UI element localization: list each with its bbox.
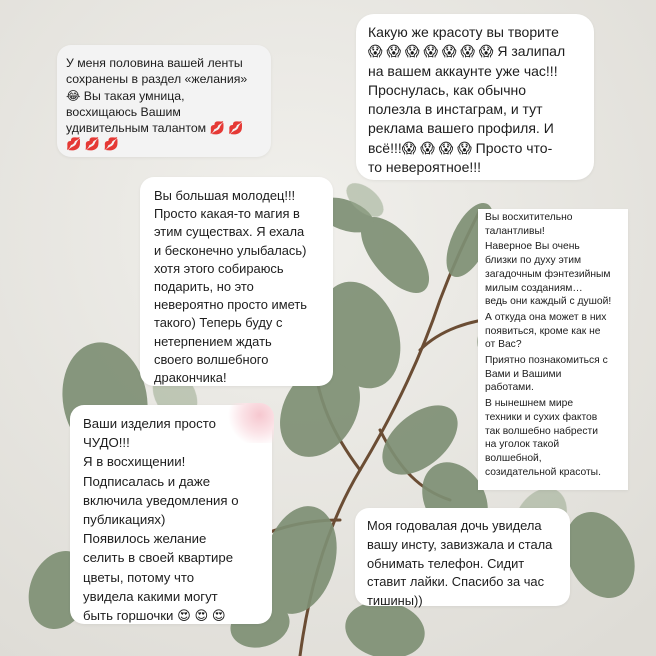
comment-5-line-6: публикациях) [83, 512, 166, 528]
comment-1-line-3: 😂 Вы такая умница, [66, 88, 185, 103]
comment-5-line-2: ЧУДО!!! [83, 435, 130, 451]
comment-1-line-4: восхищаюсь Вашим [66, 104, 181, 119]
comment-3-line-2: Просто какая-то магия в [154, 206, 300, 222]
comment-1-line-2: сохранены в раздел «желания» [66, 72, 248, 87]
comment-3-line-4: и бесконечно улыбалась) [154, 242, 307, 258]
comment-2-line-7: всё!!!😱 😱 😱 😱 Просто что- [368, 139, 553, 156]
comment-5-line-8: селить в своей квартире [83, 550, 234, 566]
comment-4-p5-line-1: В нынешнем мире [485, 398, 574, 410]
comment-4-p3-line-3: от Вас? [485, 339, 522, 351]
comment-4-p2-line-2: близки по духу этим [485, 255, 582, 267]
comment-3-line-3: этим существах. Я ехала [154, 224, 305, 240]
comment-5-line-4: Подписалась и даже [83, 473, 211, 489]
pink-corner-decoration [226, 403, 274, 443]
comment-2-line-2: 😱 😱 😱 😱 😱 😱 😱 Я залипал [368, 43, 566, 60]
comment-4-p2-line-1: Наверное Вы очень [485, 241, 580, 253]
comment-bubble-1 [57, 45, 271, 157]
comment-3-line-10: своего волшебного [154, 351, 269, 367]
comment-1-line-5: удивительным талантом 💋 💋 [66, 121, 244, 136]
comment-4-p5-line-6: созидательной красоты. [485, 466, 601, 478]
comment-6-line-4: ставит лайки. Спасибо за час [367, 574, 545, 590]
comment-3-line-5: хотя этого собираюсь [154, 260, 284, 276]
comment-2-line-5: полезла в инстаграм, и тут [368, 101, 543, 118]
comment-2-line-8: то невероятное!!! [368, 159, 482, 176]
comment-1-line-6: 💋 💋 💋 [66, 137, 119, 152]
comment-4-p1-line-1: Вы восхитительно [485, 212, 573, 223]
comment-5-line-11: быть горшочки 😍 😍 😍 [83, 608, 226, 624]
comment-6-line-2: вашу инсту, завизжала и стала [367, 536, 553, 552]
comment-4-p5-line-5: волшебной, [485, 452, 542, 464]
comment-4-p1-line-2: талантливы! [485, 225, 545, 237]
comment-3-line-9: нетерпением ждать [154, 333, 272, 349]
comment-bubble-5 [70, 405, 272, 624]
comment-4-p5-line-2: техники и сухих фактов [485, 411, 598, 423]
comment-6-line-1: Моя годовалая дочь увидела [367, 518, 542, 533]
comment-bubble-2 [356, 14, 594, 180]
comment-4-p2-line-4: милым созданиям… [485, 282, 583, 294]
comment-2-line-1: Какую же красоту вы творите [368, 24, 559, 40]
comment-5-line-3: Я в восхищении! [83, 454, 186, 470]
comment-5-line-7: Появилось желание [83, 531, 207, 547]
comment-3-line-1: Вы большая молодец!!! [154, 188, 296, 203]
comment-3-line-6: подарить, но это [154, 279, 254, 295]
comment-2-line-6: реклама вашего профиля. И [368, 120, 554, 137]
comment-4-p3-line-1: А откуда она может в них [485, 311, 607, 323]
comment-1-line-1: У меня половина вашей ленты [66, 56, 243, 70]
comment-4-p5-line-3: так волшебно набрести [485, 425, 598, 437]
comment-2-line-3: на вашем аккаунте уже час!!! [368, 62, 558, 79]
comment-4-p4-line-1: Приятно познакомиться с [485, 355, 608, 367]
comment-5-line-10: увидела какими могут [83, 588, 218, 604]
comment-4-p2-line-3: загадочным фэнтезийным [485, 268, 611, 280]
comment-5-line-9: цветы, потому что [83, 569, 195, 585]
comment-3-line-7: невероятно просто иметь [154, 297, 307, 313]
comment-4-p2-line-5: ведь они каждый с душой! [485, 296, 612, 308]
comment-3-line-11: дракончика! [154, 370, 227, 386]
comment-6-line-3: обнимать телефон. Сидит [367, 555, 525, 571]
comment-3-line-8: такого) Теперь буду с [154, 315, 283, 331]
comment-5-line-5: включила уведомления о [83, 492, 239, 508]
comment-5-line-1: Ваши изделия просто [83, 416, 216, 431]
comment-4-p5-line-4: на уголок такой [485, 439, 560, 451]
comment-6-line-5: тишины)) [367, 593, 423, 609]
comment-bubble-6 [355, 508, 570, 609]
comment-bubble-4 [478, 209, 628, 490]
comment-bubble-3 [140, 177, 333, 386]
comment-4-p4-line-3: работами. [485, 382, 534, 394]
comment-4-p4-line-2: Вами и Вашими [485, 368, 562, 380]
comment-2-line-4: Проснулась, как обычно [368, 81, 526, 98]
comment-4-p3-line-2: появиться, кроме как не [485, 325, 601, 337]
